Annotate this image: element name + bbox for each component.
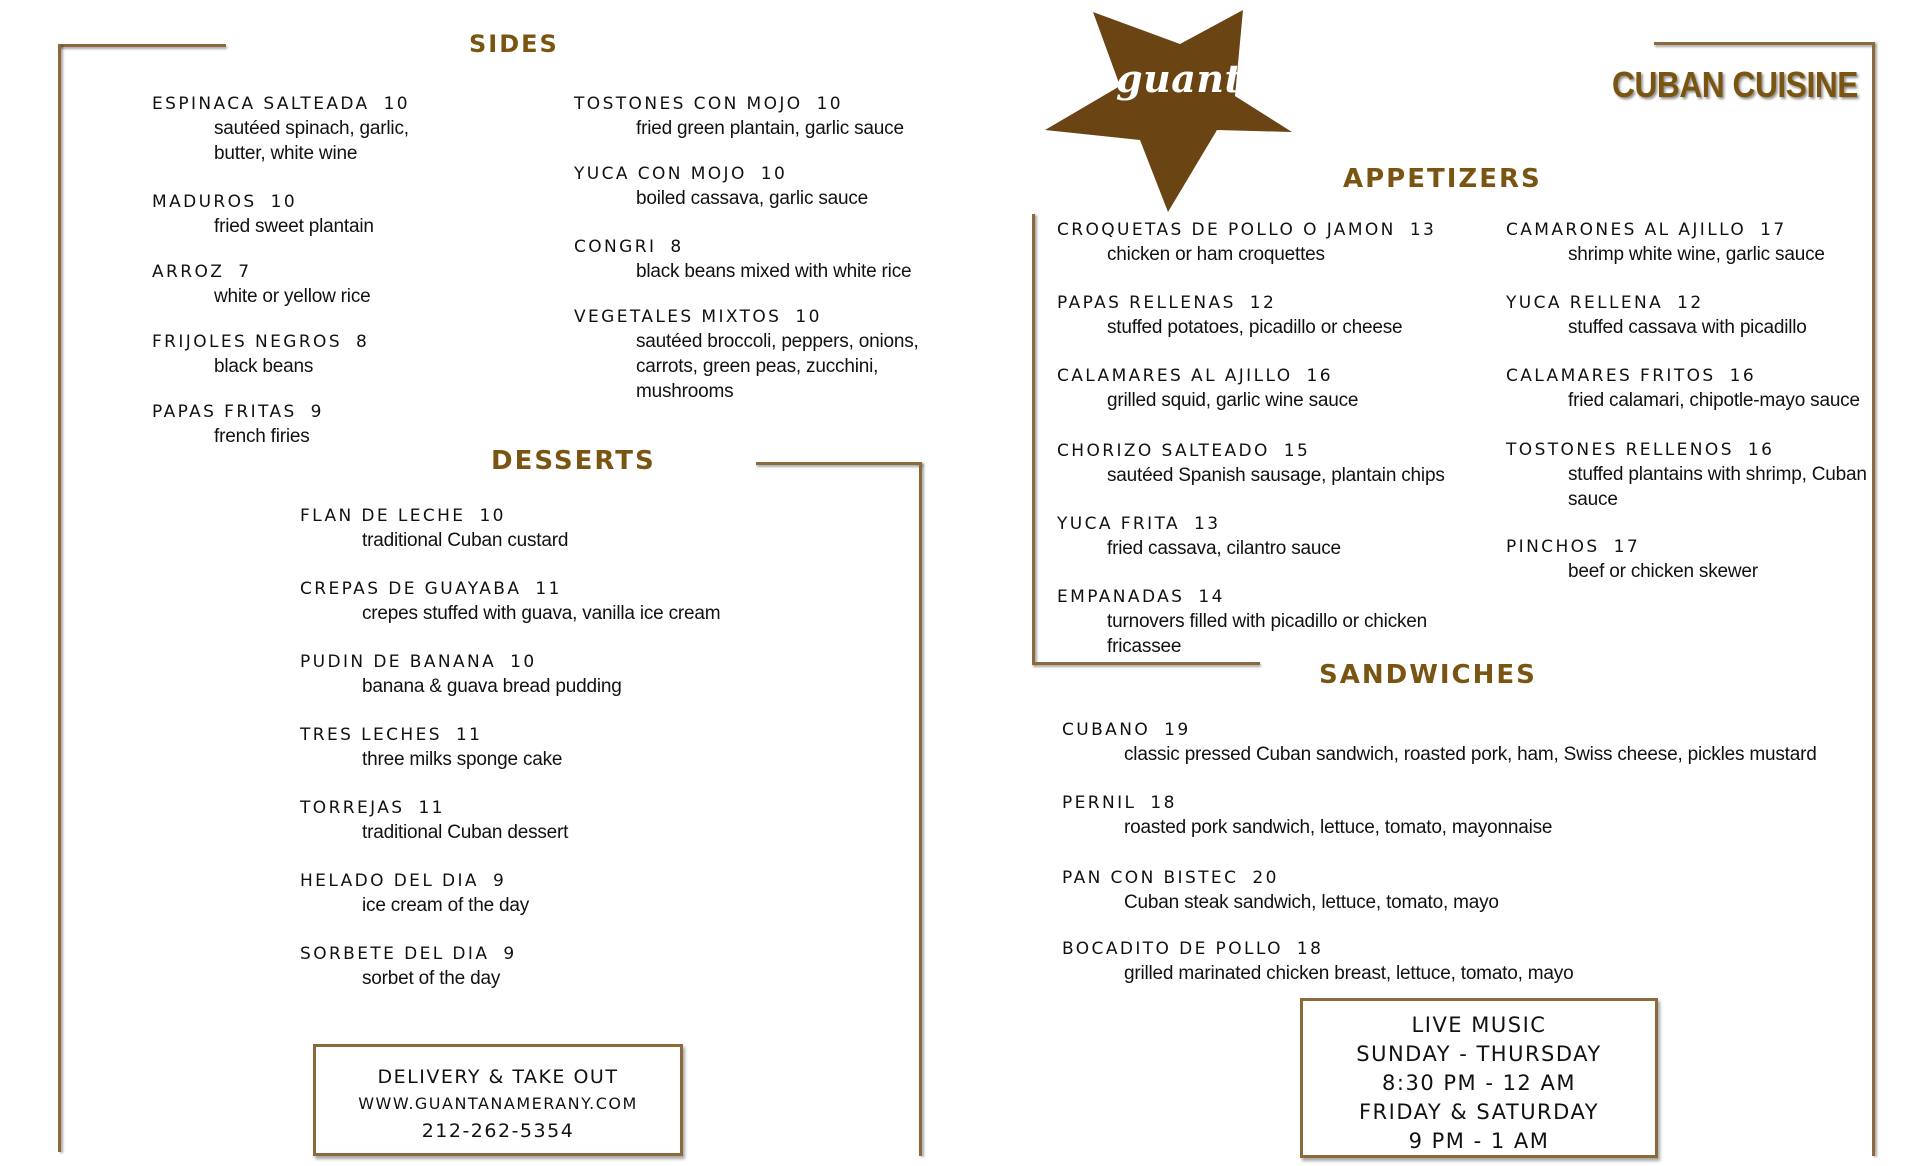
menu-item-description: sautéed Spanish sausage, plantain chips — [1107, 465, 1445, 486]
menu-item-description: sautéed broccoli, peppers, onions, — [636, 331, 919, 352]
menu-item-name — [1506, 438, 1867, 462]
live-music-days-1: SUNDAY - THURSDAY — [1356, 1042, 1602, 1066]
menu-item-title: PAPAS FRITAS — [152, 402, 297, 422]
frame-line — [1032, 214, 1035, 664]
menu-item-price: 9 — [310, 402, 324, 422]
menu-item-description: white or yellow rice — [214, 286, 371, 307]
menu-item — [152, 330, 369, 379]
menu-item-description: boiled cassava, garlic sauce — [636, 188, 869, 209]
menu-item-description: turnovers filled with picadillo or chicken — [1107, 611, 1428, 632]
menu-item-description: fried cassava, cilantro sauce — [1107, 538, 1341, 559]
menu-item-price: 8 — [356, 332, 370, 352]
menu-item — [574, 92, 904, 141]
menu-item — [300, 796, 568, 845]
menu-item-name — [300, 577, 720, 601]
delivery-box — [313, 1044, 683, 1156]
menu-item-title: BOCADITO DE POLLO — [1062, 939, 1283, 959]
menu-item-title: ESPINACA SALTEADA — [152, 94, 370, 114]
menu-item — [1062, 866, 1499, 915]
menu-item-price: 16 — [1729, 366, 1757, 386]
menu-item-price: 18 — [1296, 939, 1324, 959]
menu-item-title: EMPANADAS — [1057, 587, 1185, 607]
menu-item-description: fricassee — [1107, 636, 1182, 657]
menu-item-name — [574, 305, 919, 329]
menu-item-name — [152, 190, 374, 214]
frame-line — [1872, 42, 1875, 1156]
menu-item-name — [1062, 866, 1499, 890]
menu-item — [152, 260, 371, 309]
live-music-hours-2: 9 PM - 1 AM — [1408, 1129, 1550, 1153]
menu-item-description: stuffed potatoes, picadillo or cheese — [1107, 317, 1403, 338]
menu-item — [574, 305, 919, 404]
frame-line — [756, 462, 922, 465]
menu-item-description: banana & guava bread pudding — [362, 676, 622, 697]
menu-item-title: FLAN DE LECHE — [300, 506, 466, 526]
menu-item — [574, 235, 911, 284]
menu-item — [1057, 585, 1427, 659]
menu-item — [300, 942, 517, 991]
menu-item-title: PINCHOS — [1506, 537, 1600, 557]
menu-item-name — [1057, 218, 1436, 242]
menu-item-title: TOSTONES CON MOJO — [574, 94, 803, 114]
menu-item-name — [1057, 585, 1427, 609]
menu-item-title: CALAMARES AL AJILLO — [1057, 366, 1293, 386]
menu-item-title: TOSTONES RELLENOS — [1506, 440, 1734, 460]
menu-item-name — [1057, 512, 1341, 536]
menu-item-title: PUDIN DE BANANA — [300, 652, 497, 672]
frame-line — [919, 462, 922, 1156]
menu-item — [1506, 535, 1758, 584]
menu-item — [152, 92, 410, 166]
menu-item-title: YUCA RELLENA — [1506, 293, 1664, 313]
menu-item-description: butter, white wine — [214, 143, 358, 164]
frame-line — [1032, 662, 1260, 665]
menu-item-description: traditional Cuban dessert — [362, 822, 569, 843]
menu-item — [1057, 218, 1436, 267]
menu-item-name — [300, 723, 562, 747]
menu-item-description: fried calamari, chipotle-mayo sauce — [1568, 390, 1860, 411]
menu-item — [1062, 718, 1817, 767]
menu-item — [1506, 218, 1825, 267]
menu-item — [1057, 439, 1445, 488]
menu-item-name — [300, 650, 622, 674]
menu-item-price: 11 — [455, 725, 483, 745]
logo — [1040, 6, 1300, 212]
menu-item-description: mushrooms — [636, 381, 734, 402]
menu-item-price: 9 — [503, 944, 517, 964]
menu-item-price: 12 — [1677, 293, 1704, 313]
menu-item-description: classic pressed Cuban sandwich, roasted pork, ham, Swiss cheese, pickles mustard — [1124, 744, 1817, 765]
menu-item-price: 10 — [816, 94, 844, 114]
menu-item-title: FRIJOLES NEGROS — [152, 332, 343, 352]
menu-item-title: SORBETE DEL DIA — [300, 944, 490, 964]
menu-item-title: ARROZ — [152, 262, 225, 282]
menu-item-name — [1506, 291, 1807, 315]
menu-item-name — [152, 260, 371, 284]
menu-item-name — [1506, 535, 1758, 559]
menu-item-title: YUCA CON MOJO — [574, 164, 747, 184]
menu-item-title: HELADO DEL DIA — [300, 871, 479, 891]
menu-item — [1057, 364, 1358, 413]
menu-item-name — [574, 162, 868, 186]
menu-item-description: roasted pork sandwich, lettuce, tomato, mayonnaise — [1124, 817, 1553, 838]
menu-item-name — [574, 235, 911, 259]
menu-item — [300, 504, 568, 553]
menu-item-price: 20 — [1252, 868, 1279, 888]
menu-item-description: fried sweet plantain — [214, 216, 374, 237]
menu-item-title: PERNIL — [1062, 793, 1137, 813]
menu-item-title: YUCA FRITA — [1057, 514, 1181, 534]
menu-item-price: 12 — [1249, 293, 1277, 313]
menu-item-name — [1062, 937, 1573, 961]
menu-item — [1506, 438, 1867, 512]
menu-item-description: stuffed cassava with picadillo — [1568, 317, 1807, 338]
menu-item-name — [300, 504, 568, 528]
live-music-days-2: FRIDAY & SATURDAY — [1358, 1100, 1600, 1124]
menu-item-description: black beans — [214, 356, 314, 377]
live-music-heading: LIVE MUSIC — [1411, 1013, 1547, 1037]
menu-item-name — [1062, 718, 1817, 742]
menu-item — [1057, 291, 1402, 340]
live-music-hours-1: 8:30 PM - 12 AM — [1382, 1071, 1576, 1095]
menu-item-title: CUBANO — [1062, 720, 1151, 740]
menu-item-price: 16 — [1747, 440, 1775, 460]
menu-item-description: chicken or ham croquettes — [1107, 244, 1325, 265]
menu-item — [1057, 512, 1341, 561]
menu-item-description: Cuban steak sandwich, lettuce, tomato, mayo — [1124, 892, 1499, 913]
menu-item-description: carrots, green peas, zucchini, — [636, 356, 879, 377]
menu-item-price: 15 — [1283, 441, 1311, 461]
menu-item — [1062, 791, 1552, 840]
menu-item-name — [1057, 439, 1445, 463]
menu-item-title: CHORIZO SALTEADO — [1057, 441, 1270, 461]
menu-item-description: traditional Cuban custard — [362, 530, 569, 551]
menu-item-price: 10 — [760, 164, 788, 184]
menu-item-description: crepes stuffed with guava, vanilla ice cream — [362, 603, 721, 624]
menu-item-price: 7 — [238, 262, 252, 282]
menu-item-price: 9 — [492, 871, 507, 891]
menu-item-price: 17 — [1613, 537, 1641, 557]
frame-line — [58, 44, 226, 47]
menu-item-price: 16 — [1306, 366, 1333, 386]
menu-item-price: 19 — [1164, 720, 1191, 740]
menu-item-name — [300, 869, 529, 893]
menu-item-name — [1057, 291, 1402, 315]
star-icon — [1040, 6, 1300, 212]
menu-item-title: CAMARONES AL AJILLO — [1506, 220, 1747, 240]
menu-item-name — [1506, 218, 1825, 242]
live-music-box — [1300, 998, 1658, 1158]
menu-item — [152, 400, 324, 449]
menu-item-price: 13 — [1409, 220, 1437, 240]
menu-item-price: 11 — [418, 798, 445, 818]
menu-item-title: PAPAS RELLENAS — [1057, 293, 1236, 313]
menu-item-price: 18 — [1150, 793, 1177, 813]
menu-item-title: TORREJAS — [300, 798, 405, 818]
sandwiches-title: SANDWICHES — [1319, 660, 1537, 690]
menu-item-title: CREPAS DE GUAYABA — [300, 579, 522, 599]
menu-item-title: CONGRI — [574, 237, 657, 257]
frame-line — [58, 44, 61, 1152]
menu-item-price: 11 — [535, 579, 562, 599]
menu-item-description: french firies — [214, 426, 310, 447]
menu-item — [300, 869, 529, 918]
menu-item-price: 13 — [1194, 514, 1221, 534]
logo-text: guantanamera — [1116, 56, 1432, 101]
menu-item-price: 8 — [670, 237, 684, 257]
menu-item — [1062, 937, 1573, 986]
appetizers-title: APPETIZERS — [1343, 164, 1542, 194]
menu-item-description: sauce — [1568, 489, 1618, 510]
menu-item-name — [300, 942, 517, 966]
menu-item-description: shrimp white wine, garlic sauce — [1568, 244, 1825, 265]
menu-item-description: beef or chicken skewer — [1568, 561, 1758, 582]
menu-item-description: black beans mixed with white rice — [636, 261, 912, 282]
desserts-title: DESSERTS — [491, 446, 656, 476]
phone-number[interactable]: 212-262-5354 — [421, 1120, 575, 1142]
menu-item-name — [1506, 364, 1860, 388]
menu-item-price: 14 — [1198, 587, 1225, 607]
menu-item — [152, 190, 374, 239]
menu-item-description: sorbet of the day — [362, 968, 501, 989]
menu-item-name — [1062, 791, 1552, 815]
menu-item-title: MADUROS — [152, 192, 257, 212]
sides-title: SIDES — [469, 30, 559, 58]
menu-item-title: VEGETALES MIXTOS — [574, 307, 782, 327]
menu-item-name — [1057, 364, 1358, 388]
website-link[interactable]: WWW.GUANTANAMERANY.COM — [358, 1094, 638, 1113]
menu-item-price: 10 — [795, 307, 822, 327]
menu-item-title: PAN CON BISTEC — [1062, 868, 1239, 888]
menu-item-title: CALAMARES FRITOS — [1506, 366, 1716, 386]
menu-item-description: grilled marinated chicken breast, lettuce, tomato, mayo — [1124, 963, 1574, 984]
menu-item-name — [300, 796, 568, 820]
menu-item-price: 10 — [383, 94, 411, 114]
menu-item-price: 17 — [1760, 220, 1787, 240]
menu-item — [300, 577, 720, 626]
menu-item-price: 10 — [510, 652, 537, 672]
menu-item-description: sautéed spinach, garlic, — [214, 118, 409, 139]
menu-item — [1506, 291, 1807, 340]
menu-item-name — [574, 92, 904, 116]
menu-item-description: stuffed plantains with shrimp, Cuban — [1568, 464, 1867, 485]
menu-item — [1506, 364, 1860, 413]
menu-item-price: 10 — [270, 192, 298, 212]
menu-item-description: grilled squid, garlic wine sauce — [1107, 390, 1359, 411]
menu-item-description: fried green plantain, garlic sauce — [636, 118, 904, 139]
menu-item-description: three milks sponge cake — [362, 749, 563, 770]
menu-item-name — [152, 92, 410, 116]
frame-line — [1654, 42, 1874, 45]
menu-item-description: ice cream of the day — [362, 895, 530, 916]
menu-item-title: CROQUETAS DE POLLO O JAMON — [1057, 220, 1396, 240]
menu-item — [300, 650, 622, 699]
menu-item-name — [152, 400, 324, 424]
brand-title: CUBAN CUISINE — [1612, 64, 1858, 105]
menu-item-price: 10 — [479, 506, 506, 526]
menu-item-title: TRES LECHES — [300, 725, 442, 745]
menu-item — [574, 162, 868, 211]
menu-item-name — [152, 330, 369, 354]
delivery-heading: DELIVERY & TAKE OUT — [377, 1066, 619, 1088]
menu-item — [300, 723, 562, 772]
